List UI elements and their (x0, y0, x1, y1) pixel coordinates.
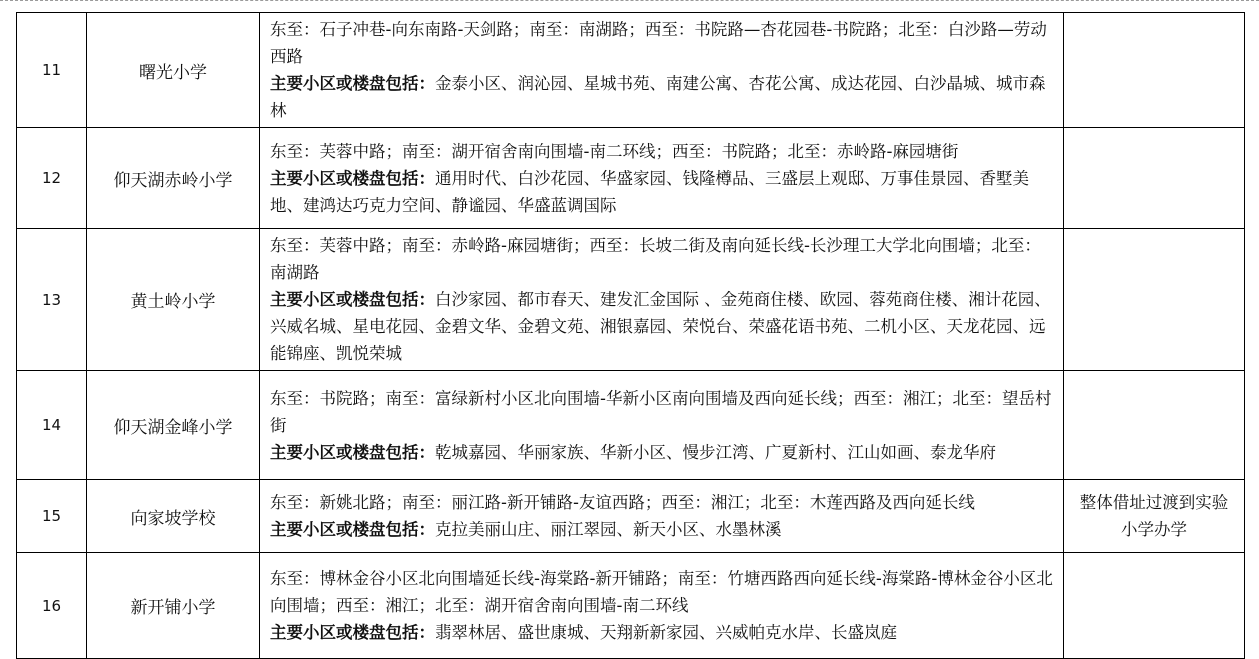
remark (1064, 13, 1245, 128)
communities-list: 金泰小区、润沁园、星城书苑、南建公寓、杏花公寓、成达花园、白沙晶城、城市森林 (270, 74, 1046, 120)
school-name: 仰天湖赤岭小学 (87, 128, 260, 229)
boundary-text: 东至：芙蓉中路；南至：湖开宿舍南向围墙-南二环线；西至：书院路；北至：赤岭路-麻园塘街 (270, 141, 959, 161)
communities-text (270, 70, 1055, 124)
communities-list: 翡翠林居、盛世康城、天翔新新家园、兴威帕克水岸、长盛岚庭 (435, 623, 897, 642)
communities-text (270, 619, 1055, 646)
school-name: 向家坡学校 (87, 480, 260, 553)
communities-label: 主要小区或楼盘包括： (270, 74, 435, 93)
remark (1064, 229, 1245, 371)
school-name: 新开铺小学 (87, 553, 260, 659)
communities-label: 主要小区或楼盘包括： (270, 290, 435, 309)
table-row (17, 480, 1245, 553)
row-number: 16 (17, 553, 87, 659)
enrollment-range (260, 371, 1064, 480)
communities-text (270, 165, 1055, 219)
communities-text (270, 439, 1055, 466)
school-name: 黄土岭小学 (87, 229, 260, 371)
page-top-edge (0, 0, 1259, 12)
boundary-text: 东至：书院路；南至：富绿新村小区北向围墙-华新小区南向围墙及西向延长线；西至：湘江；北至：望岳村街 (270, 388, 1052, 435)
school-name: 曙光小学 (87, 13, 260, 128)
boundary-text: 东至：芙蓉中路；南至：赤岭路-麻园塘街；西至：长坡二街及南向延长线-长沙理工大学北向围墙；北至：南湖路 (270, 236, 1041, 282)
communities-label: 主要小区或楼盘包括： (270, 520, 435, 539)
table-row (17, 128, 1245, 229)
communities-list: 白沙家园、都市春天、建发汇金国际 、金苑商住楼、欧园、蓉苑商住楼、湘计花园、兴威名城、星电花园、金碧文华、金碧文苑、湘银嘉园、荣悦台、荣盛花语书苑、二机小区、天龙花园、远能锦座、凯悦荣城 (270, 290, 1051, 363)
communities-label: 主要小区或楼盘包括： (270, 168, 435, 188)
communities-label: 主要小区或楼盘包括： (270, 623, 435, 642)
school-district-table (16, 12, 1245, 659)
communities-list: 通用时代、白沙花园、华盛家园、钱隆樽品、三盛层上观邸、万事佳景园、香墅美地、建鸿达巧克力空间、静谧园、华盛蓝调国际 (270, 168, 1029, 215)
school-district-table-wrapper (16, 12, 1244, 659)
communities-list: 克拉美丽山庄、丽江翠园、新天小区、水墨林溪 (435, 520, 782, 539)
enrollment-range (260, 229, 1064, 371)
remark (1064, 553, 1245, 659)
boundary-text: 东至：博林金谷小区北向围墙延长线-海棠路-新开铺路；南至：竹塘西路西向延长线-海棠路-博林金谷小区北向围墙；西至：湘江；北至：湖开宿舍南向围墙-南二环线 (270, 569, 1053, 615)
enrollment-range (260, 480, 1064, 553)
row-number: 13 (17, 229, 87, 371)
enrollment-range (260, 553, 1064, 659)
table-row (17, 13, 1245, 128)
page-boundary-line (0, 0, 1259, 6)
row-number: 12 (17, 128, 87, 229)
row-number: 15 (17, 480, 87, 553)
row-number: 11 (17, 13, 87, 128)
communities-text (270, 516, 1055, 543)
boundary-text: 东至：石子冲巷-向东南路-天剑路；南至：南湖路；西至：书院路—杏花园巷-书院路；北至：白沙路—劳动西路 (270, 20, 1047, 66)
table-row (17, 229, 1245, 371)
remark (1064, 128, 1245, 229)
communities-label: 主要小区或楼盘包括： (270, 442, 435, 462)
table-row (17, 553, 1245, 659)
enrollment-range (260, 13, 1064, 128)
communities-list: 乾城嘉园、华丽家族、华新小区、慢步江湾、广夏新村、江山如画、泰龙华府 (435, 442, 996, 462)
remark (1064, 371, 1245, 480)
boundary-text: 东至：新姚北路；南至：丽江路-新开铺路-友谊西路；西至：湘江；北至：木莲西路及西向延长线 (270, 493, 975, 512)
communities-text (270, 286, 1055, 367)
enrollment-range (260, 128, 1064, 229)
table-row (17, 371, 1245, 480)
row-number: 14 (17, 371, 87, 480)
remark: 整体借址过渡到实验小学办学 (1064, 480, 1245, 553)
school-name: 仰天湖金峰小学 (87, 371, 260, 480)
